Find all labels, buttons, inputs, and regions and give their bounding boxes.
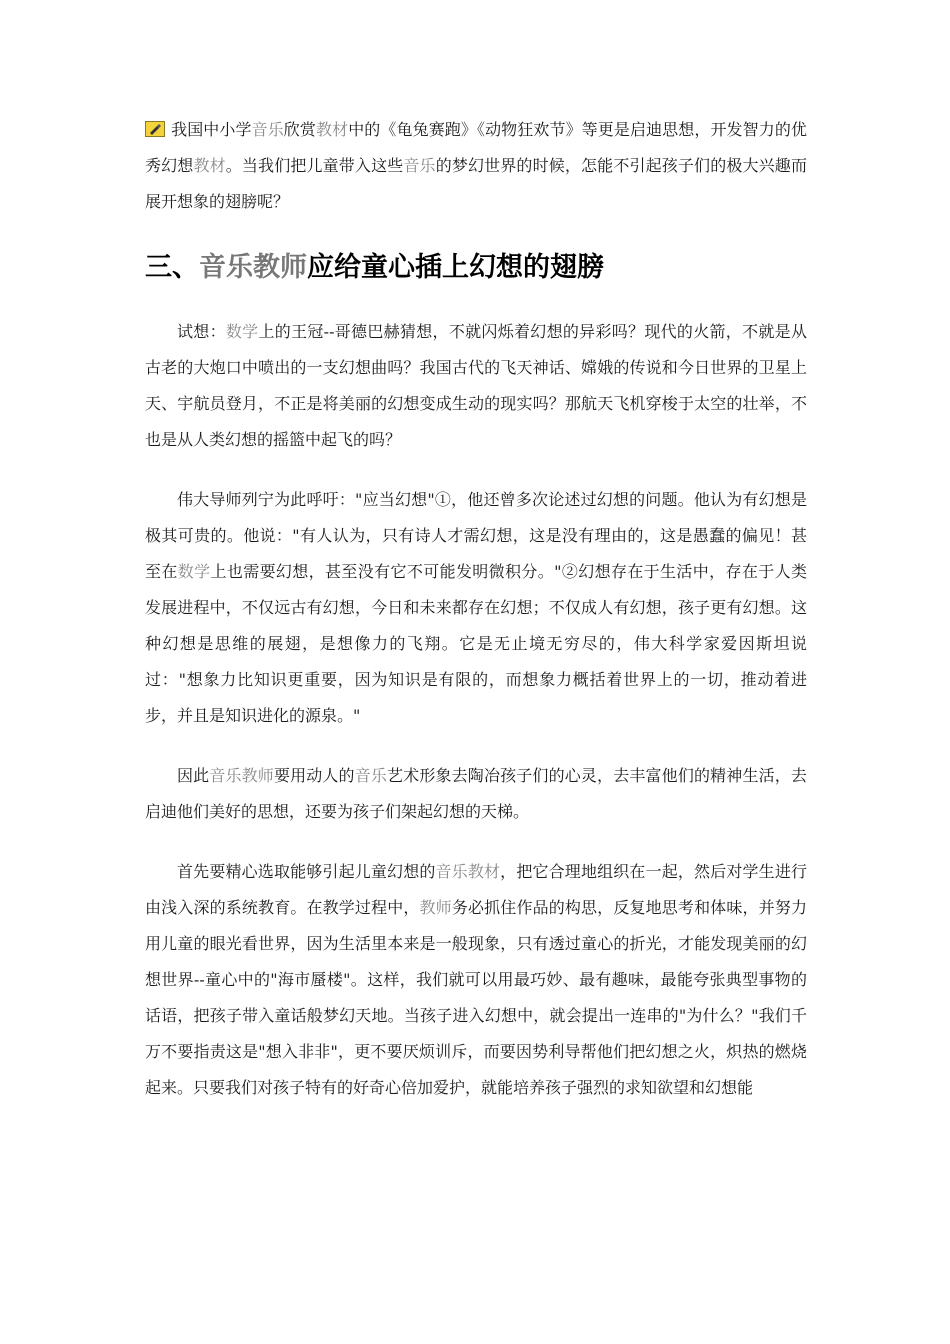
text-segment: 欣赏	[283, 120, 316, 139]
text-segment: 我国中小学	[171, 120, 252, 139]
paragraph-1	[145, 314, 807, 458]
text-segment: 的梦幻世界的时候，怎能不引起孩子们的极大兴趣而展开想象的翅膀呢？	[145, 156, 807, 211]
text-segment: 三、	[145, 252, 199, 283]
paragraph-intro	[145, 112, 807, 220]
text-segment: 要用动人的	[273, 766, 355, 785]
keyword-link[interactable]: 教材	[316, 120, 349, 139]
text-segment: 因此	[177, 766, 210, 785]
text-segment: 首先要精心选取能够引起儿童幻想的	[177, 862, 436, 881]
document-page	[145, 112, 807, 1106]
keyword-link[interactable]: 教材	[193, 156, 226, 175]
note-icon	[145, 121, 165, 137]
text-segment: ，把它合理地组织在一起，然后对学生进行由浅入深的系统教育。在教学过程中，	[145, 862, 807, 917]
keyword-link[interactable]: 数学	[225, 322, 259, 341]
keyword-link[interactable]: 音乐教师	[209, 766, 274, 785]
text-segment: 中的《龟兔赛跑》《动物狂欢节》等更是启迪思想，开发智力的优秀幻想	[145, 120, 807, 175]
keyword-link[interactable]: 数学	[177, 562, 211, 581]
text-segment: 务必抓住作品的构思，反复地思考和体味，并努力用儿童的眼光看世界，因为生活里本来是一般现象，只有透过童心的折光，才能发现美丽的幻想世界--童心中的"海市蜃楼"。这样，我们就可以用最巧妙、最有趣味，最能夸张典型事物的话语，把孩子带入童话般梦幻天地。当孩子进入幻想中，就会提出一连串的"为什么？"我们千万不要指责这是"想入非非"，更不要厌烦训斥，而要因势利导帮他们把幻想之火，炽热的燃烧起来。只要我们对孩子特有的好奇心倍加爱护，就能培养孩子强烈的求知欲望和幻想能	[145, 898, 807, 1097]
keyword-link[interactable]: 音乐教材	[435, 862, 501, 881]
keyword-link[interactable]: 音乐	[403, 156, 436, 175]
text-segment: 试想：	[177, 322, 226, 341]
paragraph-3	[145, 758, 807, 830]
keyword-link[interactable]: 音乐	[354, 766, 388, 785]
keyword-link[interactable]: 音乐教师	[199, 252, 307, 283]
keyword-link[interactable]: 音乐	[251, 120, 284, 139]
text-segment: 伟大导师列宁为此呼吁："应当幻想"①，他还曾多次论述过幻想的问题。他认为有幻想是极其可贵的。他说："有人认为，只有诗人才需幻想，这是没有理由的，这是愚蠢的偏见！甚至在	[145, 490, 807, 581]
paragraph-intro-text	[145, 120, 807, 211]
paragraph-2	[145, 482, 807, 734]
text-segment: 上的王冠--哥德巴赫猜想，不就闪烁着幻想的异彩吗？现代的火箭，不就是从古老的大炮口中喷出的一支幻想曲吗？我国古代的飞天神话、嫦娥的传说和今日世界的卫星上天、宇航员登月，不正是将美丽的幻想变成生动的现实吗？那航天飞机穿梭于太空的壮举，不也是从人类幻想的摇篮中起飞的吗？	[145, 322, 807, 449]
section-heading	[145, 246, 807, 290]
text-segment: 艺术形象去陶冶孩子们的心灵，去丰富他们的精神生活，去启迪他们美好的思想，还要为孩子们架起幻想的天梯。	[145, 766, 807, 821]
paragraph-4	[145, 854, 807, 1106]
text-segment: 上也需要幻想，甚至没有它不可能发明微积分。"②幻想存在于生活中，存在于人类发展进程中，不仅远古有幻想，今日和未来都存在幻想；不仅成人有幻想，孩子更有幻想。这种幻想是思维的展翅，是想像力的飞翔。它是无止境无穷尽的，伟大科学家爱因斯坦说过："想象力比知识更重要，因为知识是有限的，而想象力概括着世界上的一切，推动着进步，并且是知识进化的源泉。"	[145, 562, 807, 725]
text-segment: 。当我们把儿童带入这些	[225, 156, 404, 175]
text-segment: 应给童心插上幻想的翅膀	[307, 252, 604, 283]
keyword-link[interactable]: 教师	[419, 898, 452, 917]
